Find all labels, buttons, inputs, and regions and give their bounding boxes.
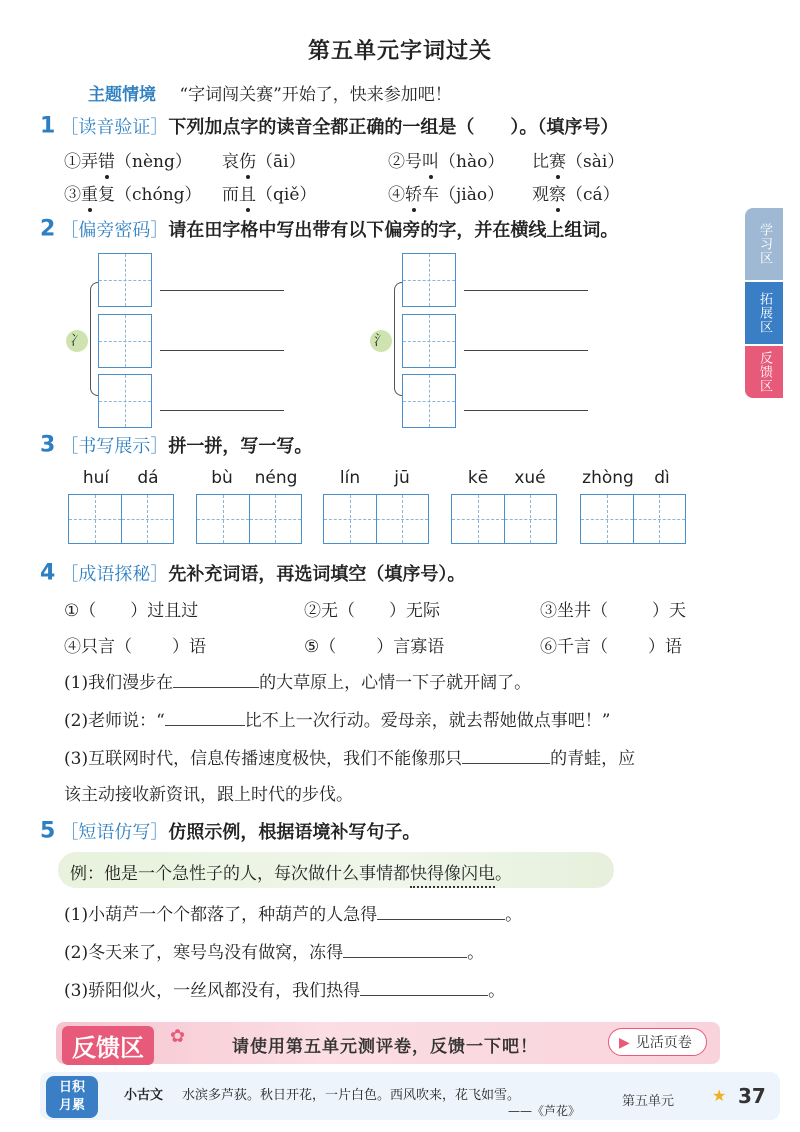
q3-text: 拼一拼，写一写。: [168, 436, 313, 457]
blank-line[interactable]: [343, 957, 467, 958]
q5-heading: [40, 818, 420, 844]
example-sentence: 例：他是一个急性子的人，每次做什么事情都快得像闪电。: [70, 859, 512, 884]
pinyin: néng: [254, 468, 298, 488]
writing-grid[interactable]: [98, 314, 152, 368]
side-tab-extend[interactable]: 拓展区: [745, 282, 783, 344]
pinyin: dá: [137, 468, 159, 488]
word-grid[interactable]: [68, 494, 174, 544]
q1-heading: [40, 113, 618, 139]
blank-line[interactable]: [377, 919, 505, 920]
writing-grid[interactable]: [98, 374, 152, 428]
q1-option-3b: 而且（qiě）: [222, 185, 317, 205]
answer-line[interactable]: [464, 290, 588, 291]
footer-text: 水滨多芦荻。秋日开花，一片白色。西风吹来，花飞如雪。: [182, 1088, 521, 1103]
q5-number: 5: [40, 818, 56, 844]
pinyin: dì: [654, 468, 670, 488]
q2-tag: ［偏旁密码］: [60, 220, 169, 241]
pinyin: kē: [467, 468, 489, 488]
q5-tag: ［短语仿写］: [60, 822, 169, 843]
idiom-4: ④只言（ ）语: [64, 637, 206, 657]
q1-text: 下列加点字的读音全都正确的一组是（ ）。（填序号）: [168, 117, 619, 138]
see-sheet-button[interactable]: ▶ 见活页卷: [608, 1028, 707, 1056]
q5-text: 仿照示例，根据语境补写句子。: [168, 822, 421, 843]
q2-heading: [40, 216, 618, 242]
footer-source: ——《芦花》: [508, 1104, 581, 1118]
word-grid[interactable]: [451, 494, 557, 544]
feedback-title: 反馈区: [62, 1026, 154, 1065]
writing-grid[interactable]: [402, 314, 456, 368]
pinyin: lín: [339, 468, 361, 488]
writing-grid[interactable]: [402, 374, 456, 428]
pinyin: bù: [211, 468, 233, 488]
word-grid[interactable]: [323, 494, 429, 544]
radical-ice: 冫: [66, 330, 88, 352]
radical-water: 氵: [370, 330, 392, 352]
q1-option-2: ②号叫（hào）: [388, 152, 505, 172]
q1-option-4: ④轿车（jiào）: [388, 185, 505, 205]
q1-option-3: ③重复（chóng）: [64, 185, 202, 205]
writing-grid[interactable]: [402, 253, 456, 307]
page-number: 37: [738, 1084, 766, 1108]
blank-line[interactable]: [165, 725, 245, 726]
scenario-text: “字词闯关赛”开始了，快来参加吧！: [179, 85, 452, 105]
answer-line[interactable]: [464, 410, 588, 411]
idiom-1: ①（ ）过且过: [64, 601, 199, 621]
idiom-6: ⑥千言（ ）语: [540, 637, 682, 657]
side-tab-feedback[interactable]: 反馈区: [745, 346, 783, 398]
mascot-icon: ✿: [170, 1026, 186, 1047]
footer-label: 小古文: [124, 1088, 164, 1103]
word-grid[interactable]: [196, 494, 302, 544]
pinyin: huí: [82, 468, 110, 488]
idiom-5: ⑤（ ）言寡语: [304, 637, 445, 657]
q4-sentence-3-cont: 该主动接收新资讯，跟上时代的步伐。: [64, 785, 353, 805]
page-title: 第五单元字词过关: [307, 39, 492, 64]
q1-option-4b: 观察（cá）: [532, 185, 620, 205]
idiom-2: ②无（ ）无际: [304, 601, 440, 621]
q4-sentence-3: (3)互联网时代，信息传播速度极快，我们不能像那只 的青蛙，应: [64, 749, 636, 769]
q3-heading: [40, 432, 312, 458]
answer-line[interactable]: [160, 290, 284, 291]
q1-number: 1: [40, 113, 56, 139]
writing-grid[interactable]: [98, 253, 152, 307]
q4-sentence-2: (2)老师说：“ 比不上一次行动。爱母亲，就去帮她做点事吧！”: [64, 711, 611, 731]
q3-tag: ［书写展示］: [60, 436, 169, 457]
answer-line[interactable]: [160, 410, 284, 411]
answer-line[interactable]: [464, 350, 588, 351]
footer-badge: 日积 月累: [46, 1076, 98, 1118]
q2-number: 2: [40, 216, 56, 242]
answer-line[interactable]: [160, 350, 284, 351]
pinyin: xué: [514, 468, 546, 488]
footer-unit: 第五单元: [622, 1094, 675, 1109]
q4-text: 先补充词语，再选词填空（填序号）。: [168, 564, 466, 585]
q4-sentence-1: (1)我们漫步在 的大草原上，心情一下子就开阔了。: [64, 673, 532, 693]
q1-option-2b: 比赛（sài）: [532, 152, 625, 172]
q1-tag: ［读音验证］: [60, 117, 169, 138]
feedback-text: 请使用第五单元测评卷，反馈一下吧！: [232, 1037, 538, 1057]
q2-text: 请在田字格中写出带有以下偏旁的字，并在横线上组词。: [168, 220, 619, 241]
scenario-label: 主题情境: [88, 85, 156, 105]
play-icon: ▶: [619, 1035, 630, 1051]
scenario: [88, 80, 452, 105]
q5-sentence-2: (2)冬天来了，寒号鸟没有做窝，冻得 。: [64, 943, 485, 963]
word-grid[interactable]: [580, 494, 686, 544]
q1-option-1b: 哀伤（āi）: [222, 152, 306, 172]
pinyin: zhòng: [582, 468, 634, 488]
q4-heading: [40, 560, 465, 586]
q4-number: 4: [40, 560, 56, 586]
q4-tag: ［成语探秘］: [60, 564, 169, 585]
blank-line[interactable]: [360, 995, 488, 996]
star-icon: ★: [712, 1086, 727, 1105]
q5-sentence-1: (1)小葫芦一个个都落了，种葫芦的人急得 。: [64, 905, 523, 925]
blank-line[interactable]: [462, 763, 550, 764]
pinyin: jū: [394, 468, 410, 488]
q5-sentence-3: (3)骄阳似火，一丝风都没有，我们热得 。: [64, 981, 506, 1001]
idiom-3: ③坐井（ ）天: [540, 601, 686, 621]
q1-option-1: ①弄错（nèng）: [64, 152, 192, 172]
blank-line[interactable]: [173, 687, 259, 688]
q3-number: 3: [40, 432, 56, 458]
side-tab-study[interactable]: 学习区: [745, 208, 783, 280]
